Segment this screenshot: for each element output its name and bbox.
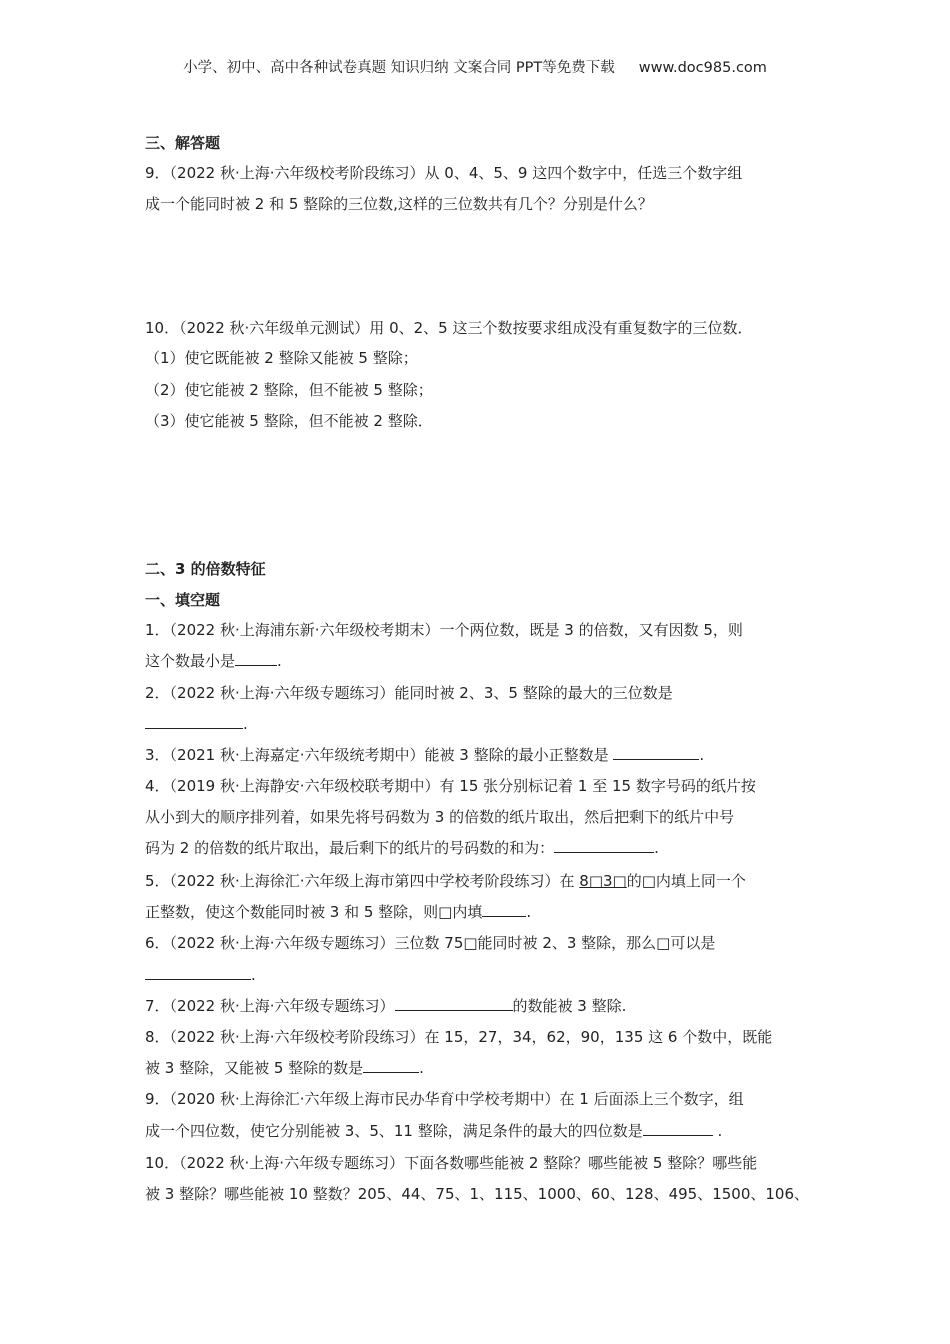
- question-9-line-1: 9．（2022 秋·上海·六年级校考阶段练习）从 0、4、5、9 这四个数字中，任选三个数字组: [145, 164, 743, 182]
- fill-q1-line-1: 1．（2022 秋·上海浦东新·六年级校考期末）一个两位数，既是 3 的倍数，又有因数 5，则: [145, 621, 743, 639]
- fill-q6-line-2: [145, 965, 256, 985]
- answer-blank[interactable]: [145, 714, 243, 729]
- answer-blank[interactable]: [395, 996, 513, 1011]
- fill-q5-text-c: 正整数，使这个数能同时被 3 和 5 整除，则□内填: [145, 903, 483, 921]
- header-text: 小学、初中、高中各种试卷真题 知识归纳 文案合同 PPT等免费下载: [183, 60, 615, 76]
- fill-q4-end: .: [654, 839, 659, 857]
- fill-q2-line-2: [145, 714, 248, 734]
- fill-q4-line-1: 4．（2019 秋·上海静安·六年级校联考期中）有 15 张分别标记着 1 至 15 数字号码的纸片按: [145, 777, 756, 795]
- question-10-sub-3: （3）使它能被 5 整除，但不能被 2 整除．: [145, 412, 433, 430]
- fill-q8-end: .: [419, 1059, 424, 1077]
- page-header: [0, 56, 950, 77]
- fill-q4-text: 码为 2 的倍数的纸片取出，最后剩下的纸片的号码数的和为：: [145, 839, 555, 857]
- fill-q10-line-2: 被 3 整除？哪些能被 10 整数？205、44、75、1、115、1000、60、128、495、1500、106、: [145, 1185, 810, 1203]
- fill-q3-line: [145, 745, 704, 765]
- fill-q8-line-2: [145, 1058, 424, 1078]
- answer-blank[interactable]: [613, 745, 699, 760]
- fill-q5-line-1: [145, 871, 746, 891]
- answer-blank[interactable]: [482, 902, 526, 917]
- fill-q2-line-1: 2．（2022 秋·上海·六年级专题练习）能同时被 2、3、5 整除的最大的三位数是: [145, 684, 673, 702]
- fill-q1-text: 这个数最小是: [145, 652, 236, 670]
- question-10-line-1: 10．（2022 秋·六年级单元测试）用 0、2、5 这三个数按要求组成没有重复数字的三位数．: [145, 319, 753, 337]
- fill-q9-line-1: 9．（2020 秋·上海徐汇·六年级上海市民办华育中学校考期中）在 1 后面添上三个数字，组: [145, 1090, 744, 1108]
- section-title-multiples-of-3: 二、3 的倍数特征: [145, 560, 266, 578]
- fill-q6-end: .: [251, 966, 256, 984]
- answer-blank[interactable]: [235, 651, 277, 666]
- section-title-answer: 三、解答题: [145, 134, 221, 152]
- fill-q9-end: .: [712, 1122, 723, 1140]
- fill-q5-text-b: 的□内填上同一个: [626, 872, 746, 890]
- fill-q3-end: .: [699, 746, 705, 764]
- fill-q4-line-3: [145, 838, 659, 858]
- fill-q7-line: [145, 996, 626, 1016]
- fill-q10-line-1: 10．（2022 秋·上海·六年级专题练习）下面各数哪些能被 2 整除？哪些能被 5 整除？哪些能: [145, 1154, 758, 1172]
- section-subtitle-fill-blank: 一、填空题: [145, 591, 221, 609]
- fill-q5-line-2: [145, 902, 531, 922]
- answer-blank[interactable]: [145, 965, 251, 980]
- fill-q8-text: 被 3 整除，又能被 5 整除的数是: [145, 1059, 364, 1077]
- fill-q1-line-2: [145, 651, 282, 671]
- question-9-line-2: 成一个能同时被 2 和 5 整除的三位数,这样的三位数共有几个？分别是什么？: [145, 195, 653, 213]
- fill-q8-line-1: 8．（2022 秋·上海·六年级校考阶段练习）在 15，27，34，62，90，135 这 6 个数中，既能: [145, 1028, 773, 1046]
- header-url[interactable]: www.doc985.com: [638, 60, 767, 76]
- fill-q5-end: .: [526, 903, 532, 921]
- fill-q9-line-2: [145, 1121, 722, 1141]
- fill-q7-end: 的数能被 3 整除.: [512, 997, 627, 1015]
- question-10-sub-1: （1）使它既能被 2 整除又能被 5 整除；: [145, 349, 418, 367]
- answer-blank[interactable]: [643, 1121, 713, 1136]
- answer-blank[interactable]: [554, 838, 654, 853]
- fill-q5-text-a: 5．（2022 秋·上海徐汇·六年级上海市第四中学校考阶段练习）在: [145, 872, 580, 890]
- fill-q7-text: 7．（2022 秋·上海·六年级专题练习）: [145, 997, 395, 1015]
- fill-q1-end: .: [277, 652, 282, 670]
- fill-q9-text: 成一个四位数，使它分别能被 3、5、11 整除，满足条件的最大的四位数是: [145, 1122, 643, 1140]
- fill-q5-number: 8□3□: [579, 872, 627, 890]
- fill-q4-line-2: 从小到大的顺序排列着，如果先将号码数为 3 的倍数的纸片取出，然后把剩下的纸片中号: [145, 808, 735, 826]
- fill-q3-text: 3．（2021 秋·上海嘉定·六年级统考期中）能被 3 整除的最小正整数是: [145, 746, 614, 764]
- answer-blank[interactable]: [363, 1058, 419, 1073]
- question-10-sub-2: （2）使它能被 2 整除，但不能被 5 整除；: [145, 381, 433, 399]
- fill-q2-end: .: [243, 715, 248, 733]
- fill-q6-line-1: 6．（2022 秋·上海·六年级专题练习）三位数 75□能同时被 2、3 整除，那么□可以是: [145, 934, 716, 952]
